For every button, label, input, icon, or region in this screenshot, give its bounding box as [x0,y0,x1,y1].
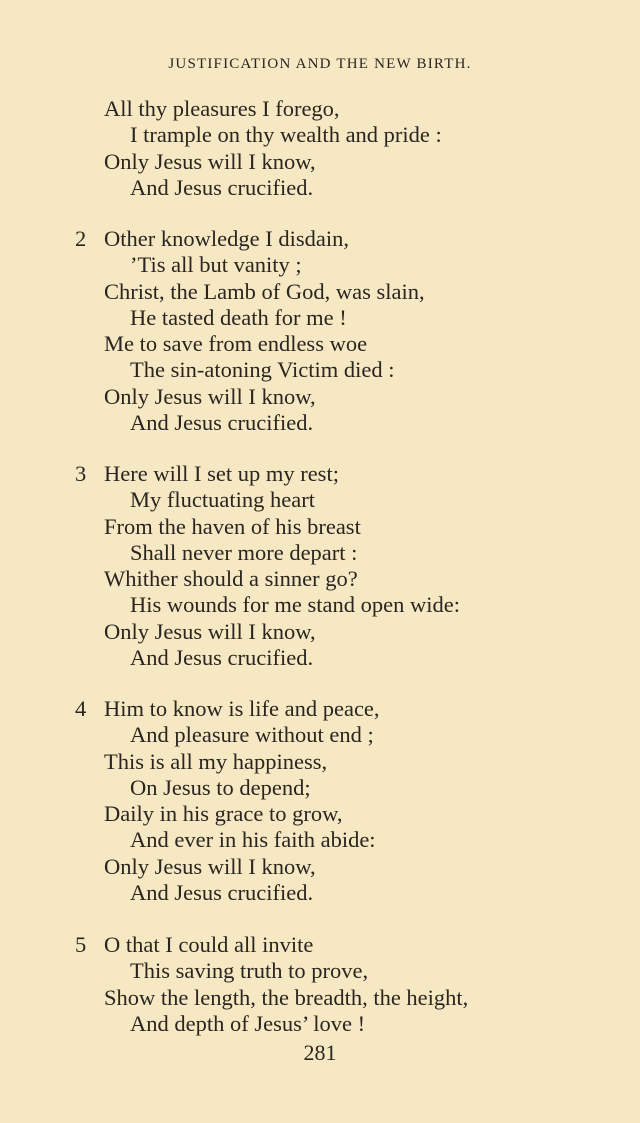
verse-line: Him to know is life and peace, [104,696,380,721]
verse-line: Only Jesus will I know, [104,148,316,174]
stanza-number: 2 [75,226,87,251]
verse-line: Shall never more depart : [130,539,358,565]
verse-line: His wounds for me stand open wide: [130,592,460,618]
verse-line: This is all my happiness, [104,748,328,774]
stanza-5 [0,932,640,1037]
verse-line: Here will I set up my rest; [104,461,339,486]
verse-line: And ever in his faith abide: [130,827,376,853]
verse-line: My fluctuating heart [130,487,315,513]
verse-line: Only Jesus will I know, [104,383,316,409]
verse-line: Whither should a sinner go? [104,566,358,592]
stanza-3 [0,461,640,671]
verse-line: The sin-atoning Victim died : [130,357,395,383]
verse-line: And Jesus crucified. [130,174,314,200]
verse-line: O that I could all invite [104,932,314,957]
verse-line: And Jesus crucified. [130,410,314,436]
verse-line: Me to save from endless woe [104,331,368,357]
verse-line: Christ, the Lamb of God, was slain, [104,278,425,304]
verse-line: Other knowledge I disdain, [104,226,349,251]
verse-line: From the haven of his breast [104,513,361,539]
verse-line: And depth of Jesus’ love ! [130,1010,366,1036]
verse-line: And Jesus crucified. [130,645,314,671]
stanza-4 [0,696,640,906]
stanza-1 [0,96,640,201]
page-header: JUSTIFICATION AND THE NEW BIRTH. [168,56,472,72]
stanza-number: 5 [75,932,87,957]
verse-line: Only Jesus will I know, [104,618,316,644]
verse-line: On Jesus to depend; [130,774,311,800]
verse-line: This saving truth to prove, [130,958,369,984]
verse-line: Show the length, the breadth, the height, [104,984,469,1010]
verse-line: And pleasure without end ; [130,722,374,748]
verse-line: I trample on thy wealth and pride : [130,122,442,148]
stanza-number: 4 [75,696,87,721]
stanza-number: 3 [75,461,87,486]
verse-line: ’Tis all but vanity ; [130,252,302,278]
verse-line: All thy pleasures I forego, [104,96,340,121]
stanza-2 [0,226,640,436]
verse-line: He tasted death for me ! [130,304,347,330]
verse-line: Daily in his grace to grow, [104,801,343,827]
verse-line: Only Jesus will I know, [104,853,316,879]
verse-line: And Jesus crucified. [130,880,314,906]
page-number: 281 [303,1040,337,1065]
